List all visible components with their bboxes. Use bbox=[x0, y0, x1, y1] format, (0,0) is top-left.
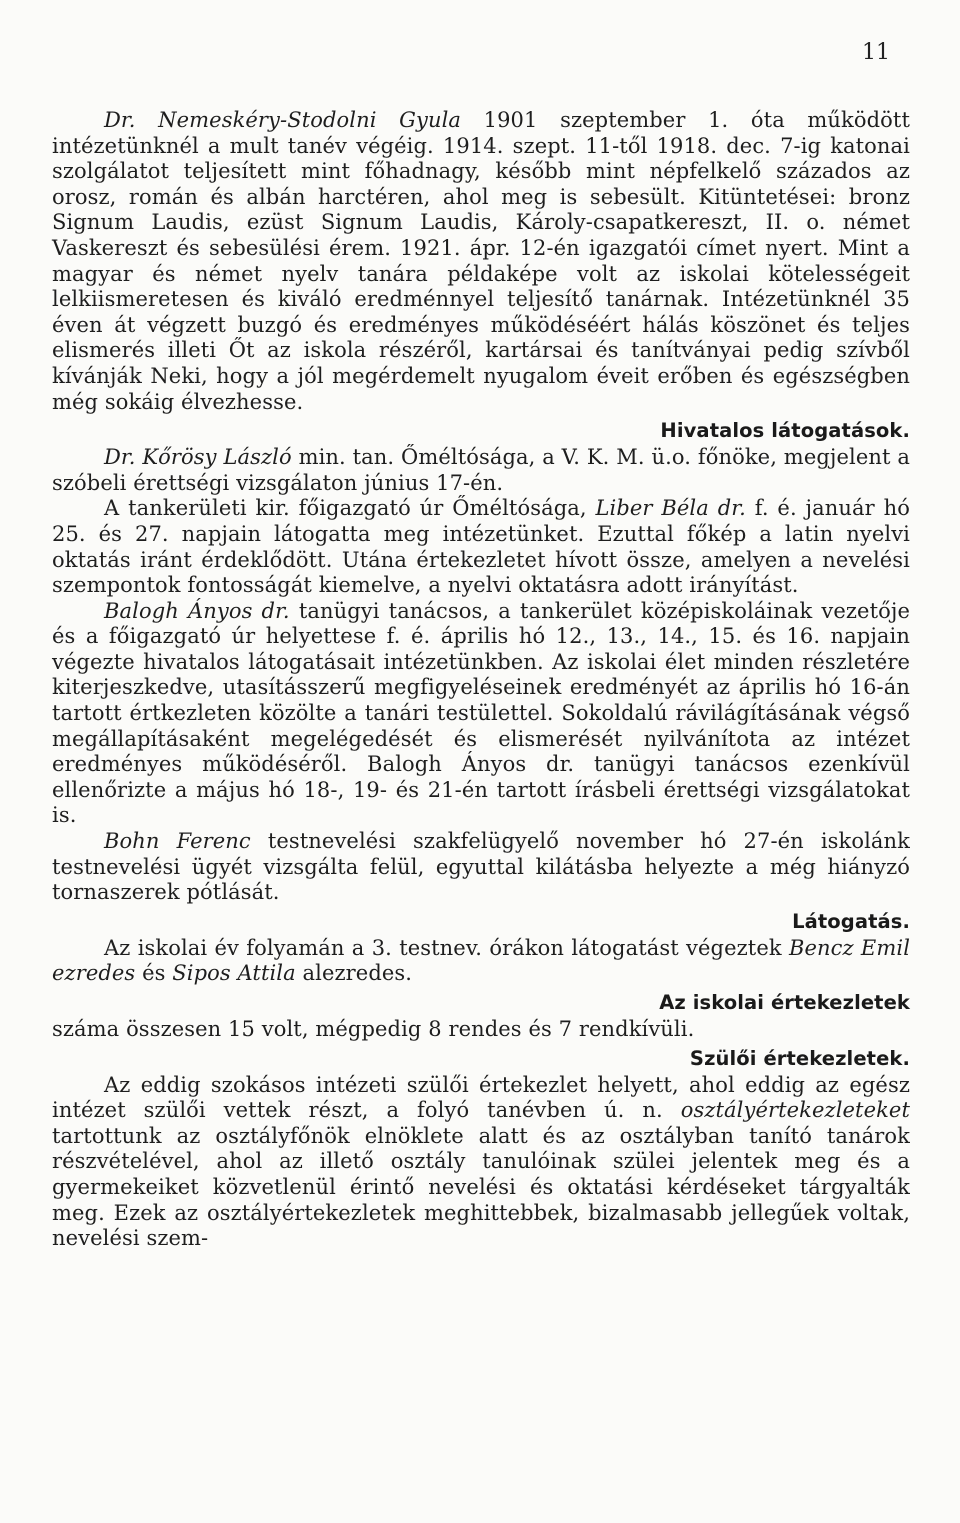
paragraph-text: testnevelési szakfelügyelő november hó 27-én iskolánk testnevelési ügyét vizsgálta felül, egyuttal kilátásba helyezte a még hiányzó tornaszerek pótlását. bbox=[52, 829, 910, 905]
page-number: 11 bbox=[862, 40, 890, 65]
heading-visit: Látogatás. bbox=[792, 909, 910, 933]
person-name: Balogh Ányos dr. bbox=[104, 598, 290, 623]
paragraph-text: és bbox=[135, 961, 173, 986]
heading-school-meetings: Az iskolai értekezletek bbox=[659, 991, 910, 1014]
paragraph-text: Az eddig szokásos intézeti szülői értekezlet helyett, ahol eddig az egész intézet szülői vettek részt, a folyó tanévben ú. n. bbox=[52, 1072, 910, 1123]
person-name: Sipos Attila bbox=[172, 961, 296, 986]
person-name: Dr. Kőrösy László bbox=[104, 445, 292, 470]
person-name: Dr. Nemeskéry-Stodolni Gyula bbox=[104, 108, 462, 132]
official-visit-paragraph-4 bbox=[52, 829, 910, 906]
official-visit-paragraph-2 bbox=[52, 496, 910, 598]
paragraph-text: alezredes. bbox=[295, 961, 413, 986]
paragraph-text: tanügyi tanácsos, a tankerület középiskoláinak vezetője és a főigazgató úr helyettese f. é. április hó 12., 13., 14., 15. és 16. napjain végezte hivatalos látogatásait intézetünkben. Az iskolai élet minden részletére kiterjeszkedve, utasításszerű megfigyeléseinek eredményét az április hó 16-án tartott értkezleten közölte a tanári testülettel. Sokoldalú rávilágításának végső megállapításaként megelégedését és elismerését nyilvánítota az intézet eredményes működéséről. Balogh Ányos dr. tanügyi tanácsos ezenkívül ellenőrizte a május hó 18-, 19- és 21-én tartott írásbeli érettségi vizsgálatokat is. bbox=[52, 598, 910, 828]
person-name: Liber Béla dr. bbox=[595, 496, 746, 521]
paragraph-text: min. tan. Őméltósága, a V. K. M. ü.o. főnöke, megjelent a szóbeli érettségi vizsgálaton június 17-én. bbox=[52, 445, 910, 495]
heading-official-visits: Hivatalos látogatások. bbox=[660, 419, 910, 443]
heading-parent-meetings: Szülői értekezletek. bbox=[689, 1046, 910, 1070]
parent-meetings-paragraph bbox=[52, 1073, 910, 1252]
official-visit-paragraph-3 bbox=[52, 599, 910, 829]
intro-paragraph bbox=[52, 108, 910, 415]
paragraph-text: Az iskolai év folyamán a 3. testnev. órákon látogatást végeztek bbox=[104, 935, 789, 960]
paragraph-text: f. é. január hó 25. és 27. napjain látogatta meg intézetünket. Ezuttal főkép a latin nyelvi oktatás iránt érdeklődött. Utána értekezletet hívott össze, amelyen a nevelési szempontok fontosságát kiemelve, a nyelvi oktatásra adott irányítást. bbox=[52, 496, 910, 598]
paragraph-text: A tankerületi kir. főigazgató úr Őméltósága, bbox=[104, 496, 596, 521]
person-name: Bencz Emil ezredes bbox=[52, 935, 911, 986]
official-visit-paragraph-1 bbox=[52, 445, 910, 496]
paragraph-text: 1901 szeptember 1. óta működött intézetünknél a mult tanév végéig. 1914. szept. 11-től 1918. dec. 7-ig katonai szolgálatot teljesített mint főhadnagy, később mint népfelkelő százados az orosz, román és albán harctéren, ahol meg is sebesült. Kitüntetései: bronz Signum Laudis, ezüst Signum Laudis, Károly-csapatkereszt, II. o. német Vaskereszt és sebesülési érem. 1921. ápr. 12-én igazgatói címet nyert. Mint a magyar és német nyelv tanára példaképe volt az iskolai kötelességeit lelkiismeretesen és kiváló eredménnyel teljesítő tanárnak. Intézetünknél 35 éven át végzett buzgó és eredményes működéséért hálás köszönet és teljes elismerés illeti Őt az iskola részéről, kartársai és tanítványai pedig szívből kívánják Neki, hogy a jól megérdemelt nyugalom éveit erőben és egészségben még sokáig élvezhesse. bbox=[52, 108, 910, 414]
emphasized-term: osztályértekezleteket bbox=[680, 1098, 910, 1123]
person-name: Bohn Ferenc bbox=[104, 829, 251, 854]
paragraph-text: tartottunk az osztályfőnök elnöklete alatt és az osztályban tanító tanárok részvételével, ahol az illető osztály tanulóinak szülei jelentek meg és a gyermekeiket közvetlenül érintő nevelési és oktatási kérdéseket tárgyalták meg. Ezek az osztályértekezletek meghittebbek, bizalmasabb jellegűek voltak, nevelési szem- bbox=[52, 1123, 910, 1251]
visit-paragraph bbox=[52, 936, 910, 987]
page-content bbox=[52, 108, 910, 1252]
school-meetings-paragraph: száma összesen 15 volt, mégpedig 8 rendes és 7 rendkívüli. bbox=[52, 1017, 695, 1041]
